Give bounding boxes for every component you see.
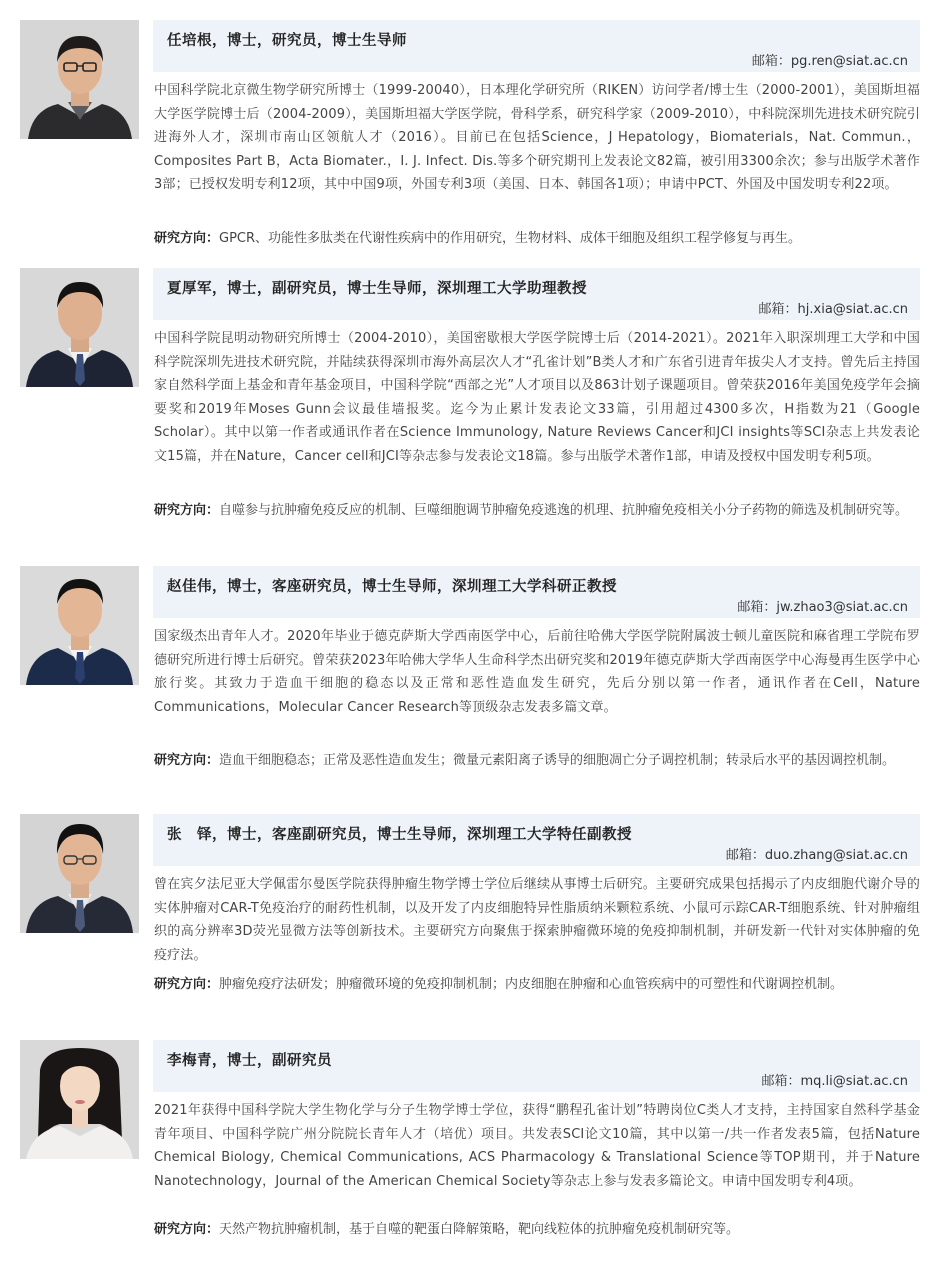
- profile-name: 夏厚军，博士，副研究员，博士生导师，深圳理工大学助理教授: [167, 281, 587, 297]
- profile-header: [153, 814, 920, 866]
- profile-email[interactable]: [761, 1070, 908, 1089]
- research-text: GPCR、功能性多肽类在代谢性疾病中的作用研究，生物材料、成体干细胞及组织工程学修复与再生。: [219, 231, 802, 246]
- profile-bio: 中国科学院昆明动物研究所博士（2004-2010），美国密歇根大学医学院博士后（2014-2021）。2021年入职深圳理工大学和中国科学院深圳先进技术研究院，并陆续获得深圳市海外高层次人才“孔雀计划”B类人才和广东省引进青年拔尖人才支持。曾先后主持国家自然科学面上基金和青年基金项目，中国科学院“西部之光”人才项目以及863计划子课题项目。曾荣获2016年美国免疫学年会摘要奖和2019年Moses Gunn会议最佳墙报奖。迄今为止累计发表论文33篇，引用超过4300多次，H指数为21（Google Scholar）。其中以第一作者或通讯作者在Science Immunology, Nature Reviews Cancer和JCI insights等SCI杂志上共发表论文15篇，并在Nature，Cancer cell和JCI等杂志参与发表论文18篇。参与出版学术著作1部，申请及授权中国发明专利5项。: [154, 331, 920, 464]
- profile-email[interactable]: [737, 596, 908, 615]
- profile-photo: [20, 20, 139, 139]
- profile-email[interactable]: [752, 50, 908, 69]
- profile-name: 赵佳伟，博士，客座研究员，博士生导师，深圳理工大学科研正教授: [167, 579, 617, 595]
- profile-photo: [20, 1040, 139, 1159]
- profile-photo: [20, 566, 139, 685]
- email-label: 邮箱：: [758, 302, 798, 317]
- profile-name: 李梅青，博士，副研究员: [167, 1053, 332, 1069]
- profile-bio: 曾在宾夕法尼亚大学佩雷尔曼医学院获得肿瘤生物学博士学位后继续从事博士后研究。主要研究成果包括揭示了内皮细胞代谢介导的实体肿瘤对CAR-T免疫治疗的耐药性机制，以及开发了内皮细胞特异性脂质纳米颗粒系统、小鼠可示踪CAR-T细胞系统、针对肿瘤组织的高分辨率3D荧光显微方法等创新技术。主要研究方向聚焦于探索肿瘤微环境的免疫抑制机制，并研发新一代针对实体肿瘤的免疫疗法。: [154, 877, 920, 963]
- profile-research: [154, 973, 920, 997]
- profile-photo: [20, 814, 139, 933]
- profile-header: [153, 268, 920, 320]
- research-text: 自噬参与抗肿瘤免疫反应的机制、巨噬细胞调节肿瘤免疫逃逸的机理、抗肿瘤免疫相关小分子药物的筛选及机制研究等。: [219, 503, 909, 518]
- research-text: 造血干细胞稳态；正常及恶性造血发生；微量元素阳离子诱导的细胞凋亡分子调控机制；转录后水平的基因调控机制。: [219, 753, 896, 768]
- profile-research: [154, 749, 920, 773]
- profile-photo: [20, 268, 139, 387]
- email-label: 邮箱：: [751, 54, 791, 69]
- research-label: 研究方向：: [154, 231, 220, 246]
- email-address[interactable]: duo.zhang@siat.ac.cn: [764, 848, 908, 863]
- profile-card: [20, 814, 920, 1024]
- research-text: 天然产物抗肿瘤机制，基于自噬的靶蛋白降解策略，靶向线粒体的抗肿瘤免疫机制研究等。: [219, 1222, 740, 1237]
- profile-email[interactable]: [759, 298, 908, 317]
- profile-header: [153, 20, 920, 72]
- email-label: 邮箱：: [737, 600, 777, 615]
- research-label: 研究方向：: [154, 503, 220, 518]
- email-address[interactable]: hj.xia@siat.ac.cn: [797, 302, 908, 317]
- profile-email[interactable]: [726, 844, 908, 863]
- profile-header: [153, 1040, 920, 1092]
- email-label: 邮箱：: [725, 848, 765, 863]
- research-label: 研究方向：: [154, 1222, 220, 1237]
- email-label: 邮箱：: [761, 1074, 801, 1089]
- profile-bio: 2021年获得中国科学院大学生物化学与分子生物学博士学位，获得“鹏程孔雀计划”特聘岗位C类人才支持，主持国家自然科学基金青年项目、中国科学院广州分院院长青年人才（培优）项目。共发表SCI论文10篇，其中以第一/共一作者发表5篇，包括Nature Chemical Biology, Chemical Communications, ACS Pharmacology & Translational Science等TOP期刊，并于Nature Nanotechnology，Journal of the American Chemical Society等杂志上参与发表多篇论文。申请中国发明专利4项。: [154, 1103, 920, 1189]
- profile-card: [20, 566, 920, 798]
- profile-bio: 中国科学院北京微生物学研究所博士（1999-20040），日本理化学研究所（RIKEN）访问学者/博士生（2000-2001），美国斯坦福大学医学院博士后（2004-2009），美国斯坦福大学医学院，骨科学系，研究科学家（2009-2010），中科院深圳先进技术研究院引进海外人才，深圳市南山区领航人才（2016）。目前已在包括Science，J Hepatology，Biomaterials，Nat. Commun.，Composites Part B，Acta Biomater.，I. J. Infect. Dis.等多个研究期刊上发表论文82篇，被引用3300余次；参与出版学术著作3部；已授权发明专利12项，其中中国9项，外国专利3项（美国、日本、韩国各1项）；申请中PCT、外国及中国发明专利22项。: [154, 83, 920, 193]
- profile-research: [154, 499, 920, 523]
- email-address[interactable]: pg.ren@siat.ac.cn: [790, 54, 908, 69]
- email-address[interactable]: jw.zhao3@siat.ac.cn: [776, 600, 908, 615]
- profile-research: [154, 1218, 920, 1242]
- research-text: 肿瘤免疫疗法研发；肿瘤微环境的免疫抑制机制；内皮细胞在肿瘤和心血管疾病中的可塑性和代谢调控机制。: [219, 977, 844, 992]
- profile-header: [153, 566, 920, 618]
- research-label: 研究方向：: [154, 977, 220, 992]
- profile-name: 任培根，博士，研究员，博士生导师: [167, 33, 407, 49]
- profile-name: 张 铎，博士，客座副研究员，博士生导师，深圳理工大学特任副教授: [167, 827, 632, 843]
- research-label: 研究方向：: [154, 753, 220, 768]
- profile-research: [154, 227, 920, 251]
- profile-card: [20, 20, 920, 252]
- email-address[interactable]: mq.li@siat.ac.cn: [800, 1074, 908, 1089]
- profile-card: [20, 1040, 920, 1250]
- profile-bio: 国家级杰出青年人才。2020年毕业于德克萨斯大学西南医学中心，后前往哈佛大学医学院附属波士顿儿童医院和麻省理工学院布罗德研究所进行博士后研究。曾荣获2023年哈佛大学华人生命科学杰出研究奖和2019年德克萨斯大学西南医学中心海曼再生医学中心旅行奖。其致力于造血干细胞的稳态以及正常和恶性造血发生研究，先后分别以第一作者，通讯作者在Cell，Nature Communications，Molecular Cancer Research等顶级杂志发表多篇文章。: [154, 629, 920, 715]
- profile-card: [20, 268, 920, 550]
